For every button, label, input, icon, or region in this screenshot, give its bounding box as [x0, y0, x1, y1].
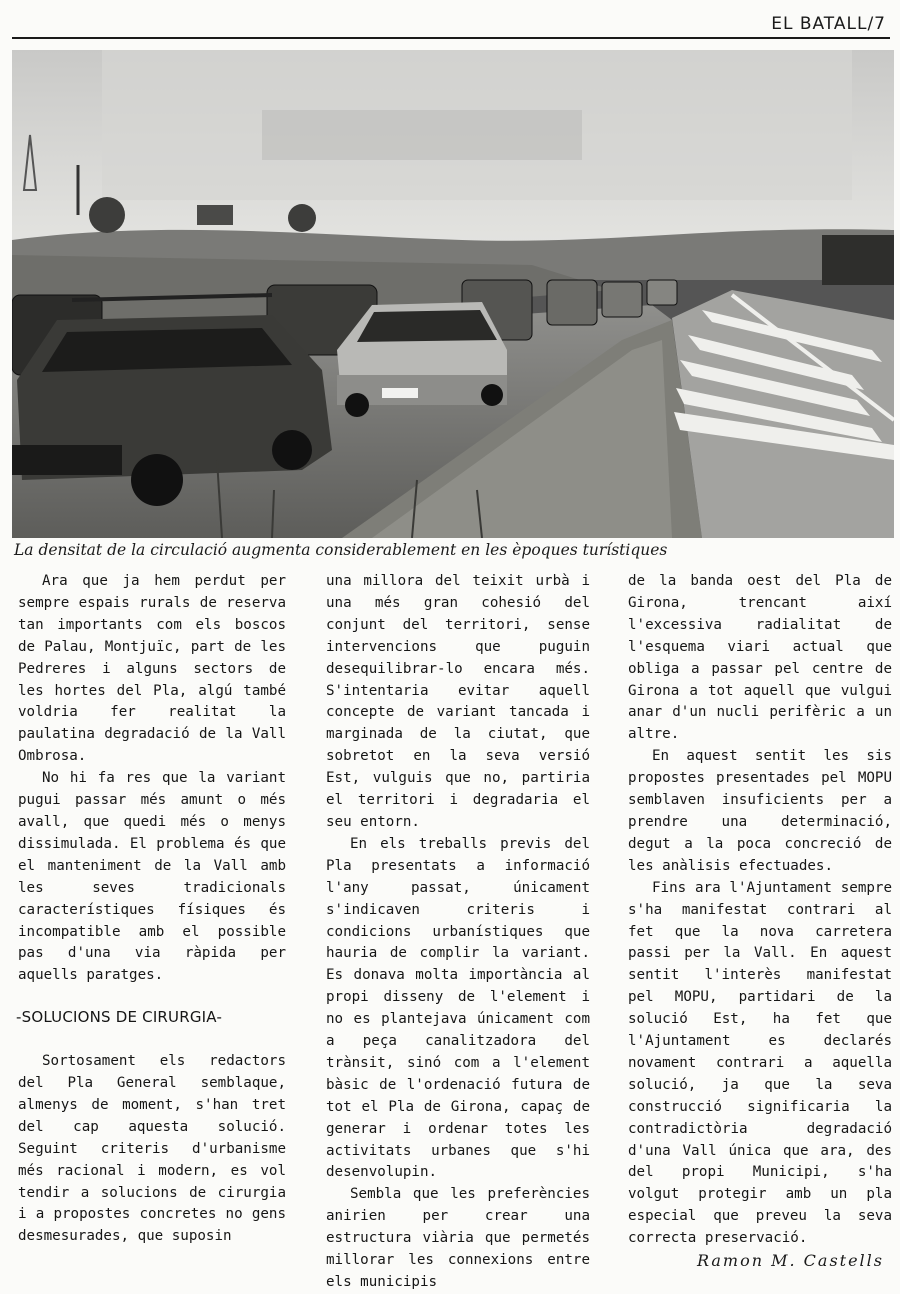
photo-caption: La densitat de la circulació augmenta considerablement en les èpoques turístiques — [14, 541, 668, 559]
article-column-2 — [326, 571, 590, 1294]
section-heading: -SOLUCIONS DE CIRURGIA- — [16, 1008, 223, 1027]
paragraph: En aquest sentit les sis propostes presentades pel MOPU semblaven insuficients per a prendre una determinació, degut a la poca concreció de les anàlisis efectuades. — [628, 748, 892, 874]
paragraph: Ara que ja hem perdut per sempre espais rurals de reserva tan importants com els boscos de Palau, Montjuïc, part de les Pedreres i alguns sectors de les hortes del Pla, algú també voldria fer realitat la paulatina degradació de la Vall Ombrosa. — [18, 573, 286, 765]
paragraph: No hi fa res que la variant pugui passar més amunt o més avall, que quedi més o menys dissimulada. El problema és que el manteniment de la Vall amb les seves tradicionals característiques físiques és incompatible amb el possible pas d'una via ràpida per aquells paratges. — [18, 770, 286, 984]
article-column-3 — [628, 571, 892, 1250]
paragraph: En els treballs previs del Pla presentats a informació l'any passat, únicament s'indicaven criteris i condicions urbanístiques que hauria de complir la variant. Es donava molta importància al propi disseny de l'element i no es plantejava únicament com a peça canalitzadora del trànsit, sinó com a l'element bàsic de l'ordenació futura de tot el Pla de Girona, capaç de generar i ordenar totes les activitats urbanes que s'hi desenvolupin. — [326, 835, 590, 1181]
traffic-jam-photo-icon — [12, 50, 894, 538]
paragraph: de la banda oest del Pla de Girona, trencant així l'excessiva radialitat de l'esquema viari actual que obliga a passar pel centre de Girona a tot aquell que vulgui anar d'un nucli perifèric a un altre. — [628, 573, 892, 743]
article-column-1 — [18, 571, 286, 1248]
traffic-jam-photo — [12, 50, 894, 538]
paragraph: Fins ara l'Ajuntament sempre s'ha manifestat contrari al fet que la nova carretera passi per la Vall. En aquest sentit l'interès manifestat pel MOPU, partidari de la solució Est, ha fet que l'Ajuntament es declarés novament contrari a aquella solució, ja que la seva construcció significaria la contradictòria degradació d'una Vall única que ara, des del propi Municipi, s'ha volgut protegir amb un pla especial que preveu la seva correcta preservació. — [628, 879, 892, 1247]
paragraph: una millora del teixit urbà i una més gran cohesió del conjunt del territori, sense intervencions que puguin desequilibrar-lo encara més. S'intentaria evitar aquell concepte de variant tancada i marginada de la ciutat, que sobretot en la seva versió Est, vulguis que no, partiria el territori i degradaria el seu entorn. — [326, 573, 590, 830]
paragraph: Sortosament els redactors del Pla General semblaque, almenys de moment, s'han tret del cap aquesta solució. Seguint criteris d'urbanisme més racional i modern, es vol tendir a solucions de cirurgia i a propostes concretes no gens desmesurades, que suposin — [18, 1053, 286, 1245]
paragraph: Sembla que les preferències anirien per crear una estructura viària que permetés millorar les connexions entre els municipis — [326, 1186, 590, 1290]
header-rule — [12, 37, 890, 39]
page-header-title: EL BATALL/7 — [771, 14, 886, 34]
author-signature: Ramon M. Castells — [696, 1251, 884, 1270]
